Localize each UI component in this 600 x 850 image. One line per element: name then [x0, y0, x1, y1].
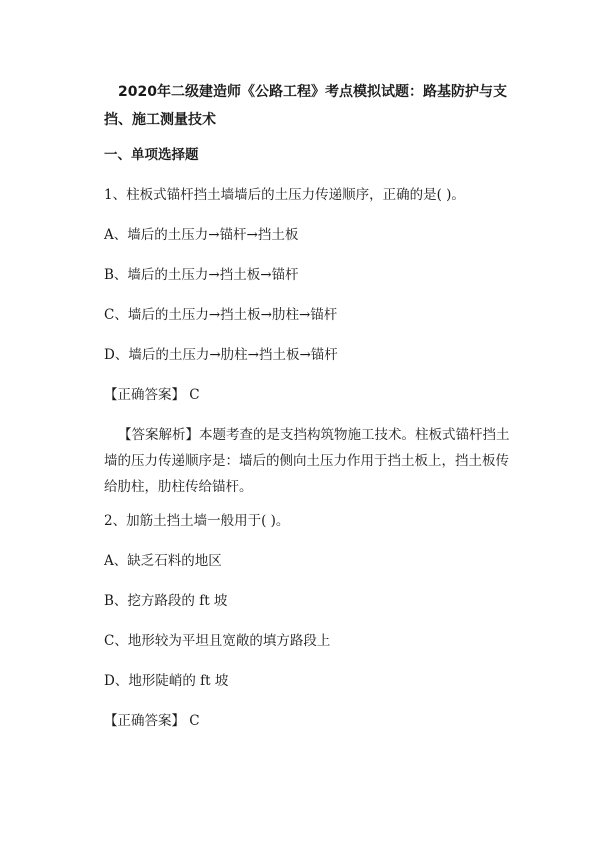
- question-1-stem: 1、柱板式锚杆挡土墙墙后的土压力传递顺序，正确的是( )。: [104, 187, 465, 203]
- question-1-answer: 【正确答案】 C: [104, 387, 200, 403]
- question-2-option-a: A、缺乏石料的地区: [104, 553, 222, 569]
- document-title: 2020年二级建造师《公路工程》考点模拟试题：路基防护与支挡、施工测量技术: [104, 84, 507, 128]
- question-2-answer: 【正确答案】 C: [104, 713, 200, 729]
- question-1-option-c: C、墙后的土压力→挡土板→肋柱→锚杆: [104, 307, 338, 323]
- question-2-option-c: C、地形较为平坦且宽敞的填方路段上: [104, 633, 331, 649]
- question-2-option-b: B、挖方路段的 ft 坡: [104, 593, 228, 609]
- question-2-option-d: D、地形陡峭的 ft 坡: [104, 673, 229, 689]
- question-1-option-a: A、墙后的土压力→锚杆→挡土板: [104, 227, 299, 243]
- question-2-stem: 2、加筋土挡土墙一般用于( )。: [104, 513, 290, 529]
- section-heading: 一、单项选择题: [104, 147, 199, 163]
- question-1-analysis: 【答案解析】本题考查的是支挡构筑物施工技术。柱板式锚杆挡土墙的压力传递顺序是：墙后的侧向土压力作用于挡土板上，挡土板传给肋柱，肋柱传给锚杆。: [104, 427, 510, 495]
- question-1-option-b: B、墙后的土压力→挡土板→锚杆: [104, 267, 299, 283]
- question-1-option-d: D、墙后的土压力→肋柱→挡土板→锚杆: [104, 347, 338, 363]
